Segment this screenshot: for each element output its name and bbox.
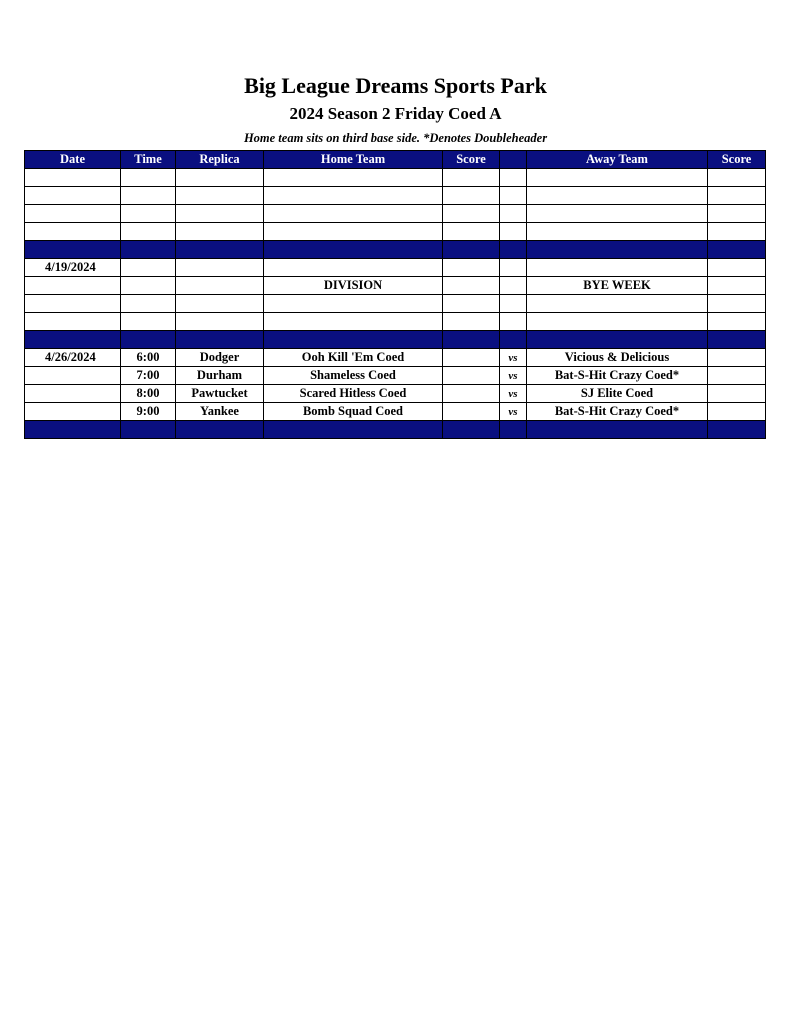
cell-replica: Durham (176, 367, 264, 385)
cell-replica: Yankee (176, 403, 264, 421)
page-subtitle: 2024 Season 2 Friday Coed A (289, 104, 502, 123)
cell-date (25, 385, 121, 403)
cell-away-team (527, 241, 708, 259)
cell-home-score (443, 259, 500, 277)
cell-versus (500, 421, 527, 439)
cell-away-team: BYE WEEK (527, 277, 708, 295)
cell-date (25, 313, 121, 331)
cell-away-team: Bat-S-Hit Crazy Coed* (527, 367, 708, 385)
cell-replica (176, 259, 264, 277)
cell-replica (176, 169, 264, 187)
cell-away-team: Bat-S-Hit Crazy Coed* (527, 403, 708, 421)
cell-replica (176, 205, 264, 223)
cell-versus (500, 259, 527, 277)
cell-replica: Dodger (176, 349, 264, 367)
cell-away-team: SJ Elite Coed (527, 385, 708, 403)
cell-replica: Pawtucket (176, 385, 264, 403)
cell-versus (500, 223, 527, 241)
cell-home-team (264, 313, 443, 331)
cell-home-team: Bomb Squad Coed (264, 403, 443, 421)
table-row (25, 313, 766, 331)
cell-away-score (708, 205, 766, 223)
cell-away-team (527, 295, 708, 313)
cell-home-score (443, 295, 500, 313)
column-header-home-score: Score (443, 151, 500, 169)
cell-time: 6:00 (121, 349, 176, 367)
separator-row (25, 241, 766, 259)
cell-date: 4/19/2024 (25, 259, 121, 277)
table-row (25, 349, 766, 367)
cell-home-team (264, 259, 443, 277)
page-note: Home team sits on third base side. *Denotes Doubleheader (243, 131, 548, 145)
cell-date (25, 205, 121, 223)
cell-versus: vs (500, 385, 527, 403)
cell-replica (176, 223, 264, 241)
cell-versus (500, 205, 527, 223)
cell-replica (176, 241, 264, 259)
cell-away-score (708, 331, 766, 349)
cell-home-team (264, 187, 443, 205)
header-row (25, 151, 766, 169)
table-row (25, 223, 766, 241)
cell-time (121, 205, 176, 223)
cell-time: 9:00 (121, 403, 176, 421)
cell-versus (500, 331, 527, 349)
cell-away-score (708, 187, 766, 205)
column-header-date: Date (25, 151, 121, 169)
table-row (25, 295, 766, 313)
cell-away-score (708, 403, 766, 421)
cell-replica (176, 313, 264, 331)
cell-home-team (264, 421, 443, 439)
table-body (25, 169, 766, 439)
cell-home-score (443, 205, 500, 223)
cell-home-team (264, 241, 443, 259)
cell-time (121, 331, 176, 349)
cell-time (121, 313, 176, 331)
cell-replica (176, 187, 264, 205)
cell-away-score (708, 259, 766, 277)
cell-away-score (708, 223, 766, 241)
page-title: Big League Dreams Sports Park (244, 73, 547, 98)
cell-versus: vs (500, 349, 527, 367)
cell-date (25, 367, 121, 385)
cell-away-score (708, 277, 766, 295)
cell-date (25, 277, 121, 295)
cell-away-score (708, 313, 766, 331)
cell-date (25, 331, 121, 349)
cell-date (25, 421, 121, 439)
cell-home-team (264, 295, 443, 313)
cell-time (121, 187, 176, 205)
column-header-time: Time (121, 151, 176, 169)
table-row (25, 277, 766, 295)
cell-home-team (264, 169, 443, 187)
cell-versus (500, 241, 527, 259)
cell-date (25, 187, 121, 205)
cell-away-score (708, 169, 766, 187)
table-row (25, 385, 766, 403)
cell-home-team: Ooh Kill 'Em Coed (264, 349, 443, 367)
column-header-replica: Replica (176, 151, 264, 169)
table-row (25, 205, 766, 223)
table-header (25, 151, 766, 169)
cell-replica (176, 277, 264, 295)
cell-versus (500, 313, 527, 331)
cell-home-score (443, 277, 500, 295)
cell-away-team (527, 169, 708, 187)
table-row (25, 367, 766, 385)
cell-time: 7:00 (121, 367, 176, 385)
cell-versus (500, 169, 527, 187)
cell-away-team (527, 331, 708, 349)
cell-date (25, 403, 121, 421)
schedule-table (24, 150, 766, 439)
cell-date: 4/26/2024 (25, 349, 121, 367)
cell-away-score (708, 367, 766, 385)
cell-time (121, 169, 176, 187)
cell-time (121, 241, 176, 259)
column-header-versus (500, 151, 527, 169)
cell-home-score (443, 313, 500, 331)
cell-versus (500, 187, 527, 205)
column-header-home-team: Home Team (264, 151, 443, 169)
cell-home-team: Shameless Coed (264, 367, 443, 385)
cell-away-score (708, 385, 766, 403)
cell-home-score (443, 169, 500, 187)
cell-home-score (443, 223, 500, 241)
cell-home-team (264, 223, 443, 241)
cell-date (25, 223, 121, 241)
cell-home-team: DIVISION (264, 277, 443, 295)
cell-replica (176, 331, 264, 349)
cell-away-team (527, 187, 708, 205)
cell-versus: vs (500, 403, 527, 421)
cell-date (25, 169, 121, 187)
cell-home-score (443, 241, 500, 259)
cell-replica (176, 295, 264, 313)
table-row (25, 259, 766, 277)
cell-home-score (443, 403, 500, 421)
cell-home-team (264, 205, 443, 223)
cell-away-team (527, 313, 708, 331)
cell-home-score (443, 421, 500, 439)
cell-date (25, 295, 121, 313)
cell-away-team (527, 223, 708, 241)
cell-time (121, 277, 176, 295)
cell-time: 8:00 (121, 385, 176, 403)
cell-away-score (708, 241, 766, 259)
cell-time (121, 223, 176, 241)
cell-time (121, 259, 176, 277)
cell-away-team (527, 205, 708, 223)
cell-home-team: Scared Hitless Coed (264, 385, 443, 403)
cell-versus (500, 295, 527, 313)
separator-row (25, 331, 766, 349)
column-header-away-team: Away Team (527, 151, 708, 169)
cell-time (121, 295, 176, 313)
cell-away-team: Vicious & Delicious (527, 349, 708, 367)
cell-away-score (708, 349, 766, 367)
cell-away-team (527, 259, 708, 277)
cell-versus (500, 277, 527, 295)
cell-away-score (708, 295, 766, 313)
table-row (25, 187, 766, 205)
cell-time (121, 421, 176, 439)
cell-home-score (443, 349, 500, 367)
cell-home-score (443, 367, 500, 385)
cell-home-team (264, 331, 443, 349)
cell-away-score (708, 421, 766, 439)
cell-away-team (527, 421, 708, 439)
cell-home-score (443, 187, 500, 205)
cell-versus: vs (500, 367, 527, 385)
table-row (25, 403, 766, 421)
cell-home-score (443, 385, 500, 403)
separator-row (25, 421, 766, 439)
column-header-away-score: Score (708, 151, 766, 169)
table-row (25, 169, 766, 187)
cell-home-score (443, 331, 500, 349)
cell-date (25, 241, 121, 259)
cell-replica (176, 421, 264, 439)
